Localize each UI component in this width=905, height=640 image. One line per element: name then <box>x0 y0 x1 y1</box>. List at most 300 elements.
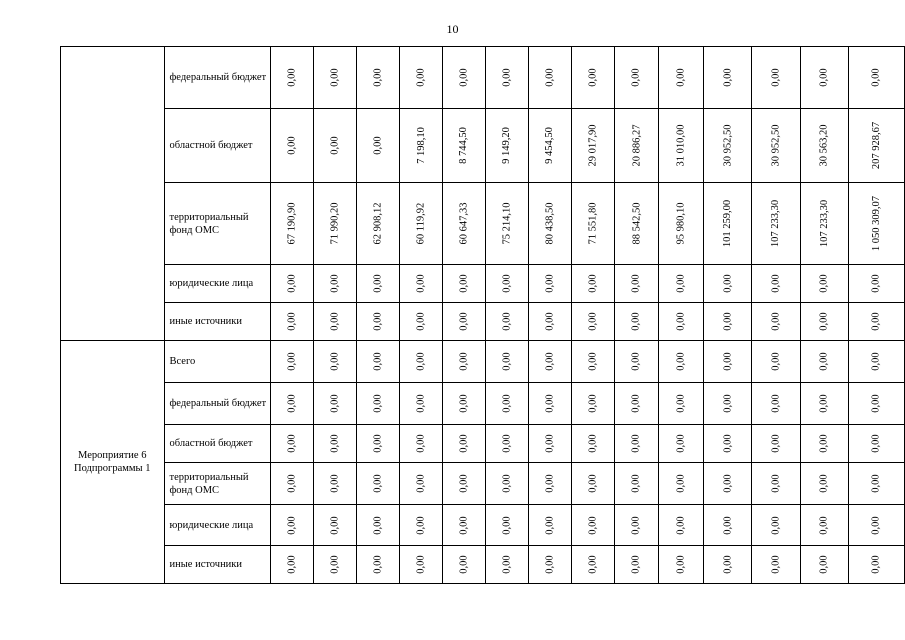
value-cell <box>271 546 314 584</box>
value-cell <box>528 109 571 183</box>
value-cell <box>659 425 704 463</box>
value-cell <box>704 47 752 109</box>
value-text: 1 050 309,07 <box>870 195 882 252</box>
value-cell <box>704 505 752 546</box>
value-cell <box>528 341 571 383</box>
value-text: 0,00 <box>770 434 782 453</box>
value-cell <box>357 303 400 341</box>
value-text: 0,00 <box>587 474 599 493</box>
value-cell <box>442 425 485 463</box>
value-text: 0,00 <box>501 312 513 331</box>
value-cell <box>528 183 571 265</box>
value-cell <box>659 303 704 341</box>
value-text: 0,00 <box>675 312 687 331</box>
value-text: 0,00 <box>501 434 513 453</box>
value-cell <box>571 47 614 109</box>
value-cell <box>659 505 704 546</box>
value-cell <box>659 109 704 183</box>
value-cell <box>271 109 314 183</box>
value-cell <box>400 47 443 109</box>
value-text: 0,00 <box>329 68 341 87</box>
value-text: 67 190,90 <box>286 202 298 245</box>
value-text: 0,00 <box>675 274 687 293</box>
funding-source-cell: федеральный бюджет <box>164 47 271 109</box>
value-text: 0,00 <box>675 555 687 574</box>
value-text: 0,00 <box>372 312 384 331</box>
value-cell <box>357 383 400 425</box>
value-cell <box>704 546 752 584</box>
value-cell <box>752 505 800 546</box>
value-text: 7 198,10 <box>415 127 427 164</box>
event-name-cell <box>61 47 165 341</box>
value-cell <box>752 546 800 584</box>
value-text: 0,00 <box>329 474 341 493</box>
value-cell <box>442 183 485 265</box>
value-text: 0,00 <box>631 434 643 453</box>
value-cell <box>442 303 485 341</box>
value-text: 0,00 <box>722 274 734 293</box>
value-text: 0,00 <box>501 394 513 413</box>
value-text: 0,00 <box>544 474 556 493</box>
value-cell <box>704 109 752 183</box>
funding-source-cell: областной бюджет <box>164 109 271 183</box>
value-text: 0,00 <box>372 68 384 87</box>
value-cell <box>848 463 904 505</box>
value-cell <box>848 425 904 463</box>
value-cell <box>614 383 659 425</box>
value-cell <box>357 341 400 383</box>
value-text: 0,00 <box>372 474 384 493</box>
value-text: 0,00 <box>770 515 782 535</box>
value-cell <box>528 546 571 584</box>
value-text: 0,00 <box>329 515 341 535</box>
value-text: 0,00 <box>818 68 830 87</box>
value-cell <box>659 341 704 383</box>
value-cell <box>485 425 528 463</box>
value-text: 0,00 <box>870 394 882 413</box>
value-cell <box>800 265 848 303</box>
value-text: 0,00 <box>631 312 643 331</box>
value-text: 0,00 <box>587 555 599 574</box>
value-cell <box>659 383 704 425</box>
value-text: 0,00 <box>870 515 882 535</box>
value-text: 0,00 <box>675 352 687 371</box>
value-cell <box>485 47 528 109</box>
value-text: 0,00 <box>415 394 427 413</box>
value-text: 107 233,30 <box>770 199 782 248</box>
value-text: 0,00 <box>458 515 470 535</box>
value-text: 0,00 <box>372 515 384 535</box>
value-text: 0,00 <box>458 434 470 453</box>
value-text: 60 119,92 <box>415 202 427 245</box>
value-text: 0,00 <box>415 352 427 371</box>
value-text: 29 017,90 <box>587 124 599 167</box>
value-cell <box>314 425 357 463</box>
value-text: 0,00 <box>544 434 556 453</box>
value-text: 0,00 <box>818 352 830 371</box>
value-cell <box>485 463 528 505</box>
value-text: 0,00 <box>458 474 470 493</box>
value-text: 0,00 <box>544 68 556 87</box>
value-text: 0,00 <box>818 474 830 493</box>
value-cell <box>571 109 614 183</box>
value-text: 0,00 <box>870 434 882 453</box>
value-cell <box>442 47 485 109</box>
value-cell <box>571 546 614 584</box>
value-cell <box>485 341 528 383</box>
value-cell <box>659 463 704 505</box>
value-cell <box>314 341 357 383</box>
value-text: 0,00 <box>501 274 513 293</box>
funding-source-cell: иные источники <box>164 546 271 584</box>
funding-source-cell: Всего <box>164 341 271 383</box>
value-text: 0,00 <box>415 515 427 535</box>
value-text: 0,00 <box>631 352 643 371</box>
value-text: 0,00 <box>415 474 427 493</box>
table-row <box>61 265 905 303</box>
value-text: 0,00 <box>329 136 341 155</box>
value-text: 9 149,20 <box>501 127 513 164</box>
table-row <box>61 341 905 383</box>
value-text: 0,00 <box>770 352 782 371</box>
value-cell <box>571 341 614 383</box>
value-text: 0,00 <box>818 515 830 535</box>
value-cell <box>614 546 659 584</box>
value-text: 0,00 <box>675 434 687 453</box>
value-cell <box>800 47 848 109</box>
value-text: 0,00 <box>329 394 341 413</box>
value-cell <box>485 265 528 303</box>
value-cell <box>271 303 314 341</box>
value-text: 0,00 <box>329 274 341 293</box>
value-cell <box>704 183 752 265</box>
value-text: 0,00 <box>286 68 298 87</box>
value-cell <box>314 463 357 505</box>
value-cell <box>752 425 800 463</box>
value-text: 0,00 <box>372 274 384 293</box>
value-text: 0,00 <box>372 555 384 574</box>
value-cell <box>357 265 400 303</box>
value-cell <box>314 265 357 303</box>
value-cell <box>614 109 659 183</box>
value-cell <box>442 546 485 584</box>
value-cell <box>485 546 528 584</box>
value-text: 0,00 <box>870 274 882 293</box>
value-text: 0,00 <box>544 352 556 371</box>
value-text: 0,00 <box>675 515 687 535</box>
value-text: 9 454,50 <box>544 127 556 164</box>
value-text: 0,00 <box>631 515 643 535</box>
value-text: 0,00 <box>372 394 384 413</box>
funding-source-cell: юридические лица <box>164 505 271 546</box>
value-cell <box>571 183 614 265</box>
value-cell <box>704 425 752 463</box>
value-cell <box>848 109 904 183</box>
value-cell <box>357 47 400 109</box>
value-text: 0,00 <box>415 434 427 453</box>
value-text: 0,00 <box>722 312 734 331</box>
value-cell <box>800 383 848 425</box>
value-cell <box>848 47 904 109</box>
value-text: 0,00 <box>870 312 882 331</box>
value-cell <box>271 383 314 425</box>
value-text: 80 438,50 <box>544 202 556 245</box>
value-cell <box>571 425 614 463</box>
value-text: 0,00 <box>722 515 734 535</box>
value-cell <box>659 47 704 109</box>
value-text: 62 908,12 <box>372 202 384 245</box>
value-cell <box>528 47 571 109</box>
value-text: 0,00 <box>722 434 734 453</box>
value-cell <box>485 183 528 265</box>
value-text: 0,00 <box>458 352 470 371</box>
value-text: 0,00 <box>329 352 341 371</box>
value-text: 0,00 <box>501 555 513 574</box>
value-text: 0,00 <box>870 352 882 371</box>
table-row <box>61 47 905 109</box>
table-row <box>61 546 905 584</box>
value-text: 0,00 <box>501 68 513 87</box>
value-cell <box>614 463 659 505</box>
value-cell <box>704 463 752 505</box>
value-text: 0,00 <box>544 555 556 574</box>
value-cell <box>752 463 800 505</box>
value-text: 0,00 <box>587 515 599 535</box>
value-cell <box>314 47 357 109</box>
table-row <box>61 303 905 341</box>
table-row <box>61 183 905 265</box>
value-text: 0,00 <box>286 555 298 574</box>
funding-table <box>60 46 905 584</box>
value-text: 0,00 <box>675 394 687 413</box>
value-cell <box>400 109 443 183</box>
value-cell <box>659 183 704 265</box>
value-cell <box>614 303 659 341</box>
value-text: 0,00 <box>458 312 470 331</box>
value-cell <box>528 303 571 341</box>
value-text: 0,00 <box>415 312 427 331</box>
value-text: 30 563,20 <box>818 124 830 167</box>
value-cell <box>271 505 314 546</box>
value-text: 71 990,20 <box>329 202 341 245</box>
value-cell <box>314 505 357 546</box>
value-cell <box>800 183 848 265</box>
value-cell <box>614 47 659 109</box>
value-text: 0,00 <box>286 312 298 331</box>
value-cell <box>357 183 400 265</box>
value-text: 0,00 <box>870 68 882 87</box>
value-cell <box>848 265 904 303</box>
value-text: 0,00 <box>587 394 599 413</box>
value-cell <box>704 341 752 383</box>
value-cell <box>442 109 485 183</box>
value-cell <box>571 463 614 505</box>
value-cell <box>314 109 357 183</box>
value-text: 0,00 <box>458 68 470 87</box>
value-text: 0,00 <box>818 274 830 293</box>
value-cell <box>848 546 904 584</box>
value-text: 0,00 <box>544 394 556 413</box>
value-text: 8 744,50 <box>458 127 470 164</box>
value-cell <box>571 383 614 425</box>
value-text: 0,00 <box>722 555 734 574</box>
funding-source-cell: иные источники <box>164 303 271 341</box>
value-cell <box>400 303 443 341</box>
value-text: 0,00 <box>770 312 782 331</box>
value-text: 0,00 <box>722 68 734 87</box>
value-cell <box>400 265 443 303</box>
value-text: 0,00 <box>770 474 782 493</box>
value-cell <box>614 505 659 546</box>
value-cell <box>271 183 314 265</box>
value-cell <box>752 109 800 183</box>
value-text: 0,00 <box>631 555 643 574</box>
value-cell <box>442 505 485 546</box>
value-text: 0,00 <box>415 68 427 87</box>
value-cell <box>752 47 800 109</box>
value-text: 0,00 <box>675 68 687 87</box>
value-text: 0,00 <box>587 352 599 371</box>
value-cell <box>400 505 443 546</box>
value-text: 0,00 <box>501 474 513 493</box>
value-cell <box>528 265 571 303</box>
value-cell <box>442 463 485 505</box>
value-text: 0,00 <box>587 434 599 453</box>
value-cell <box>800 303 848 341</box>
value-cell <box>400 546 443 584</box>
value-cell <box>800 425 848 463</box>
value-cell <box>528 505 571 546</box>
value-cell <box>485 109 528 183</box>
value-cell <box>271 47 314 109</box>
value-text: 0,00 <box>415 555 427 574</box>
value-cell <box>848 341 904 383</box>
value-cell <box>614 183 659 265</box>
value-cell <box>400 463 443 505</box>
value-text: 0,00 <box>544 274 556 293</box>
value-text: 0,00 <box>587 312 599 331</box>
value-text: 0,00 <box>722 352 734 371</box>
value-cell <box>704 265 752 303</box>
funding-source-cell: федеральный бюджет <box>164 383 271 425</box>
value-cell <box>271 463 314 505</box>
value-cell <box>528 463 571 505</box>
value-cell <box>357 425 400 463</box>
value-text: 0,00 <box>722 474 734 493</box>
table-row <box>61 425 905 463</box>
funding-source-cell: юридические лица <box>164 265 271 303</box>
value-cell <box>442 341 485 383</box>
value-text: 0,00 <box>818 555 830 574</box>
value-text: 101 259,00 <box>722 199 734 248</box>
value-cell <box>571 505 614 546</box>
value-cell <box>800 505 848 546</box>
value-cell <box>659 546 704 584</box>
value-cell <box>528 383 571 425</box>
value-text: 88 542,50 <box>631 202 643 245</box>
value-text: 0,00 <box>631 274 643 293</box>
value-text: 0,00 <box>458 274 470 293</box>
table-row <box>61 463 905 505</box>
value-cell <box>357 546 400 584</box>
table-row <box>61 109 905 183</box>
value-cell <box>485 505 528 546</box>
value-text: 0,00 <box>329 312 341 331</box>
value-cell <box>848 303 904 341</box>
value-text: 0,00 <box>818 394 830 413</box>
value-cell <box>357 463 400 505</box>
funding-source-cell: областной бюджет <box>164 425 271 463</box>
value-text: 207 928,67 <box>870 121 882 170</box>
value-cell <box>752 341 800 383</box>
value-cell <box>271 265 314 303</box>
value-text: 0,00 <box>286 474 298 493</box>
value-cell <box>614 425 659 463</box>
value-cell <box>528 425 571 463</box>
value-text: 0,00 <box>286 352 298 371</box>
value-cell <box>314 303 357 341</box>
value-cell <box>800 109 848 183</box>
value-text: 0,00 <box>372 352 384 371</box>
value-text: 0,00 <box>286 434 298 453</box>
value-text: 0,00 <box>372 136 384 155</box>
value-text: 60 647,33 <box>458 202 470 245</box>
value-cell <box>848 183 904 265</box>
value-cell <box>659 265 704 303</box>
value-cell <box>752 183 800 265</box>
value-text: 0,00 <box>631 474 643 493</box>
value-text: 0,00 <box>286 394 298 413</box>
value-text: 0,00 <box>329 434 341 453</box>
value-text: 20 886,27 <box>631 124 643 167</box>
value-cell <box>442 265 485 303</box>
value-text: 0,00 <box>544 312 556 331</box>
table-row <box>61 383 905 425</box>
value-cell <box>485 303 528 341</box>
value-text: 75 214,10 <box>501 202 513 245</box>
value-text: 0,00 <box>675 474 687 493</box>
value-text: 0,00 <box>415 274 427 293</box>
value-text: 107 233,30 <box>818 199 830 248</box>
value-cell <box>848 505 904 546</box>
value-cell <box>400 341 443 383</box>
value-cell <box>614 265 659 303</box>
value-text: 0,00 <box>870 474 882 493</box>
value-cell <box>314 546 357 584</box>
value-text: 0,00 <box>458 394 470 413</box>
value-text: 30 952,50 <box>770 124 782 167</box>
value-cell <box>357 109 400 183</box>
value-text: 31 010,00 <box>675 124 687 167</box>
value-cell <box>800 341 848 383</box>
value-text: 0,00 <box>286 136 298 155</box>
value-text: 0,00 <box>770 394 782 413</box>
value-text: 0,00 <box>631 68 643 87</box>
value-cell <box>314 383 357 425</box>
value-text: 0,00 <box>770 555 782 574</box>
value-cell <box>752 303 800 341</box>
value-text: 0,00 <box>372 434 384 453</box>
value-text: 0,00 <box>587 68 599 87</box>
value-text: 0,00 <box>501 515 513 535</box>
value-cell <box>571 265 614 303</box>
value-cell <box>400 383 443 425</box>
value-text: 0,00 <box>818 312 830 331</box>
value-text: 0,00 <box>770 68 782 87</box>
value-cell <box>357 505 400 546</box>
value-cell <box>271 341 314 383</box>
value-text: 0,00 <box>770 274 782 293</box>
